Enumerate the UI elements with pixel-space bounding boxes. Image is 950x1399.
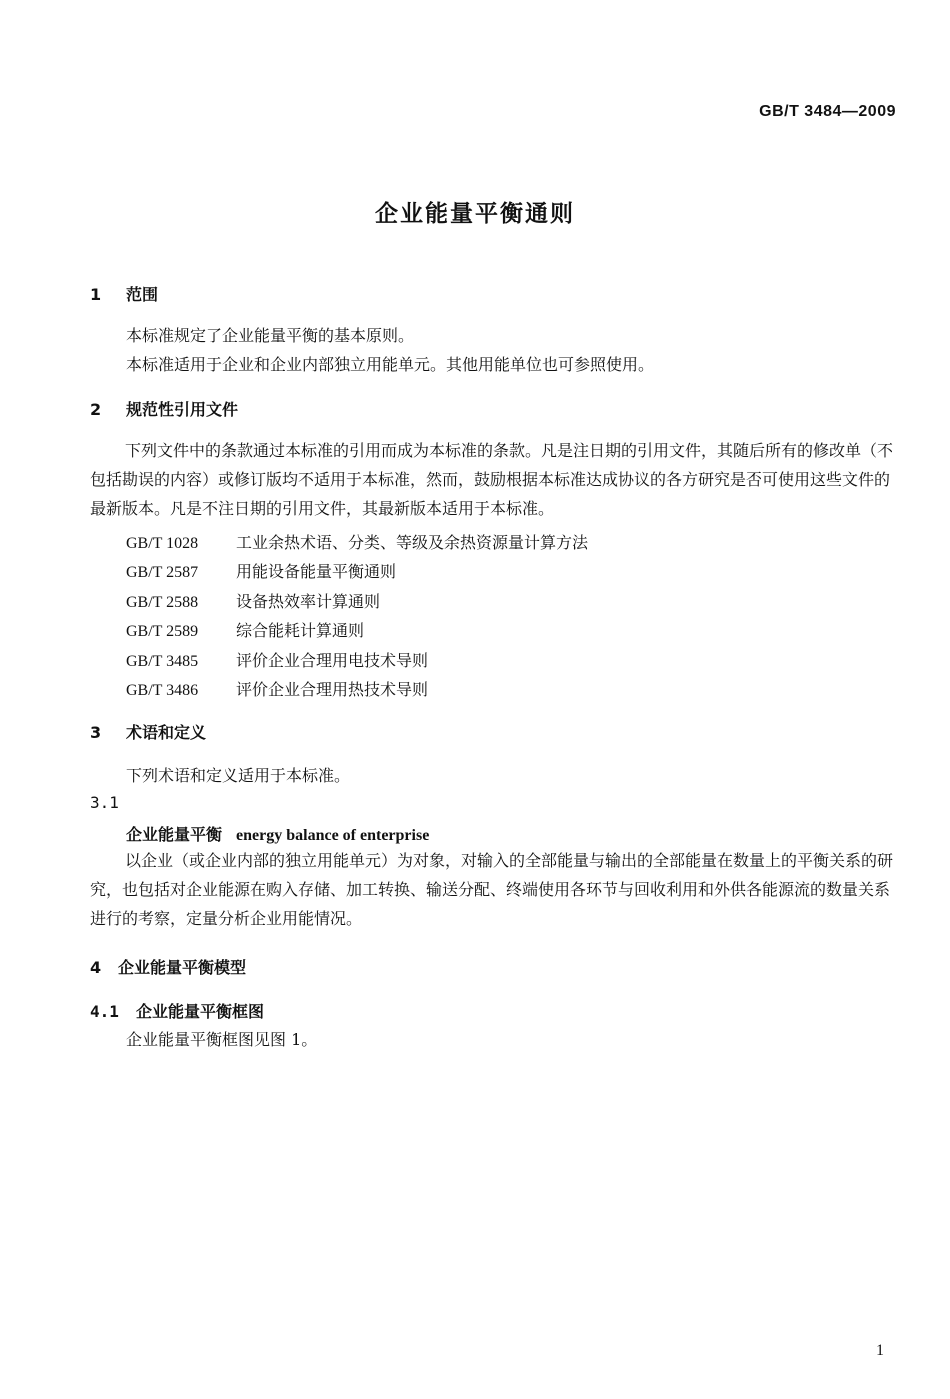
- reference-item: [126, 675, 588, 704]
- section-2-heading: [90, 397, 238, 420]
- subsection-4-1-text: 企业能量平衡框图见图 1。: [126, 1030, 318, 1049]
- standard-code: GB/T 3484—2009: [759, 103, 896, 120]
- section-number: 4: [90, 958, 102, 977]
- reference-item: [126, 587, 588, 616]
- reference-item: [126, 557, 588, 586]
- section-1-paragraph-1: 本标准规定了企业能量平衡的基本原则。: [126, 326, 415, 345]
- reference-code: GB/T 2589: [126, 623, 199, 641]
- section-number: 2: [90, 400, 102, 419]
- reference-code: GB/T 2588: [126, 593, 199, 611]
- section-2-paragraph: 下列文件中的条款通过本标准的引用而成为本标准的条款。凡是注日期的引用文件，其随后所有的修改单（不包括勘误的内容）或修订版均不适用于本标准，然而，鼓励根据本标准达成协议的各方研究是否可使用这些文件的最新版本。凡是不注日期的引用文件，其最新版本适用于本标准。: [90, 441, 894, 518]
- reference-code: GB/T 3485: [126, 652, 199, 670]
- subsection-title: 企业能量平衡框图: [136, 1002, 265, 1021]
- reference-code: GB/T 3486: [126, 681, 199, 699]
- reference-title: 评价企业合理用热技术导则: [236, 679, 429, 699]
- subsection-4-1-heading: [90, 999, 264, 1022]
- section-1-paragraph-2: 本标准适用于企业和企业内部独立用能单元。其他用能单位也可参照使用。: [126, 355, 655, 374]
- section-3-intro: 下列术语和定义适用于本标准。: [126, 766, 351, 785]
- section-title: 范围: [126, 285, 159, 304]
- page-number: 1: [876, 1342, 884, 1359]
- section-4-heading: [90, 955, 246, 978]
- term-definition: 以企业（或企业内部的独立用能单元）为对象，对输入的全部能量与输出的全部能量在数量上的平衡关系的研究，也包括对企业能源在购入存储、加工转换、输送分配、终端使用各环节与回收利用和外供各能源流的数量关系进行的考察，定量分析企业用能情况。: [90, 851, 894, 928]
- section-title: 术语和定义: [126, 723, 207, 742]
- section-title: 企业能量平衡模型: [118, 958, 247, 977]
- reference-title: 综合能耗计算通则: [236, 621, 365, 641]
- reference-title: 评价企业合理用电技术导则: [236, 650, 429, 670]
- term-entry: [126, 822, 429, 845]
- section-number: 3: [90, 723, 102, 742]
- reference-item: [126, 646, 588, 675]
- reference-title: 工业余热术语、分类、等级及余热资源量计算方法: [236, 533, 589, 552]
- normative-references-list: [126, 528, 588, 704]
- reference-code: GB/T 1028: [126, 535, 199, 552]
- subsection-3-1-number: 3.1: [90, 793, 119, 812]
- section-3-heading: [90, 720, 206, 743]
- term-english: energy balance of enterprise: [236, 827, 430, 844]
- subsection-number: 4.1: [90, 1002, 119, 1021]
- reference-title: 用能设备能量平衡通则: [236, 562, 397, 582]
- section-title: 规范性引用文件: [126, 400, 239, 419]
- term-chinese: 企业能量平衡: [126, 825, 223, 844]
- section-1-heading: [90, 282, 158, 305]
- reference-item: [126, 616, 588, 645]
- section-number: 1: [90, 285, 102, 304]
- reference-code: GB/T 2587: [126, 564, 199, 582]
- reference-item: [126, 528, 588, 557]
- document-title: 企业能量平衡通则: [375, 201, 575, 227]
- reference-title: 设备热效率计算通则: [236, 591, 381, 611]
